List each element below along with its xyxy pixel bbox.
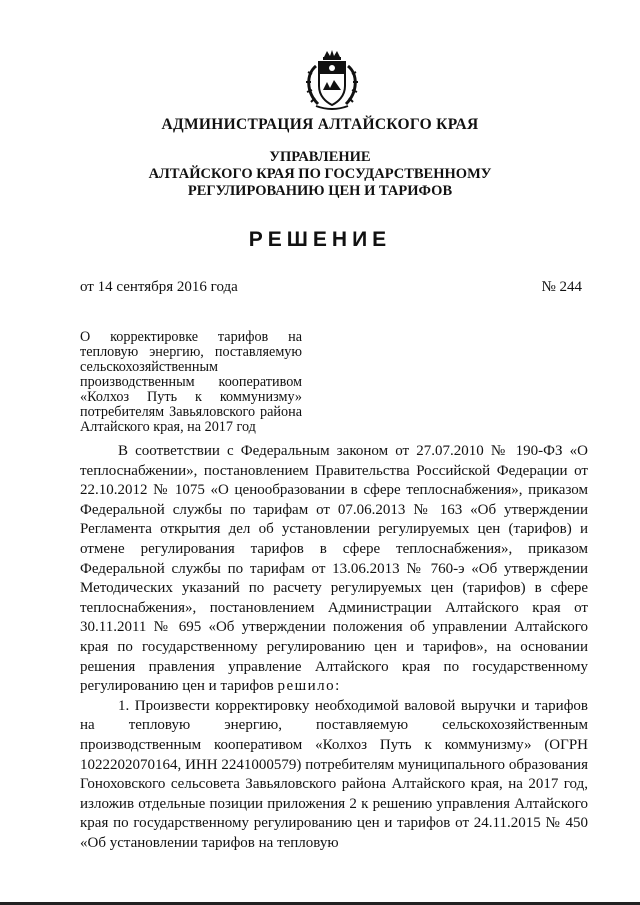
preamble-text: В соответствии с Федеральным законом от 27.07.2010 № 190-ФЗ «О теплоснабжении», постановлением Правительства Российской Федерации от 22.10.2012 № 1075 «О ценообразовании в сфере теплоснабжения», приказом Федеральной службы по тарифам от 07.06.2013 № 163 «Об утверждении Регламента открытия дел об установлении регулируемых цен (тарифов) и отмене регулирования тарифов в сфере теплоснабжения», приказом Федеральной службы по тарифам от 13.06.2013 № 760-э «Об утверждении Методических указаний по расчету регулируемых цен (тарифов) в сфере теплоснабжения», постановлением Администрации Алтайского края от 30.11.2011 № 695 «Об утверждении положения об управлении Алтайского края по государственному регулированию цен и тарифов», на основании решения правления управление Алтайского края по государственному регулированию цен и тарифов bbox=[80, 443, 588, 695]
body-paragraph-item-1: 1. Произвести корректировку необходимой валовой выручки и тарифов на тепловую энергию, поставляемую сельскохозяйственным производственным кооперативом «Колхоз Путь к коммунизму» (ОГРН 1022202070164, ИНН 2241000579) потребителям муниципального образования Гоноховского сельсовета Завьяловского района Алтайского края, на 2017 год, изложив отдельные позиции приложения 2 к решению управления Алтайского края по государственному регулированию цен и тарифов от 24.11.2015 № 450 «Об установлении тарифов на тепловую bbox=[80, 697, 588, 851]
document-type-heading: РЕШЕНИЕ bbox=[248, 228, 392, 251]
decision-verb: решило bbox=[277, 678, 336, 695]
document-subject: О корректировке тарифов на тепловую энергию, поставляемую сельскохозяйственным производственным кооперативом «Колхоз Путь к коммунизму» потребителям Завьяловского района Алтайского края, на 2017 год bbox=[80, 329, 302, 435]
document-date: от 14 сентября 2016 года bbox=[80, 279, 238, 295]
body-paragraph-preamble bbox=[80, 442, 588, 697]
coat-of-arms-icon bbox=[302, 48, 362, 112]
document-body bbox=[80, 442, 588, 853]
department-line: РЕГУЛИРОВАНИЮ ЦЕН И ТАРИФОВ bbox=[187, 183, 453, 199]
preamble-colon: : bbox=[335, 678, 340, 695]
department-line: АЛТАЙСКОГО КРАЯ ПО ГОСУДАРСТВЕННОМУ bbox=[148, 166, 492, 182]
department-line: УПРАВЛЕНИЕ bbox=[269, 149, 371, 165]
administration-title: АДМИНИСТРАЦИЯ АЛТАЙСКОГО КРАЯ bbox=[161, 116, 479, 133]
document-number: № 244 bbox=[541, 279, 582, 295]
department-title bbox=[0, 149, 640, 200]
